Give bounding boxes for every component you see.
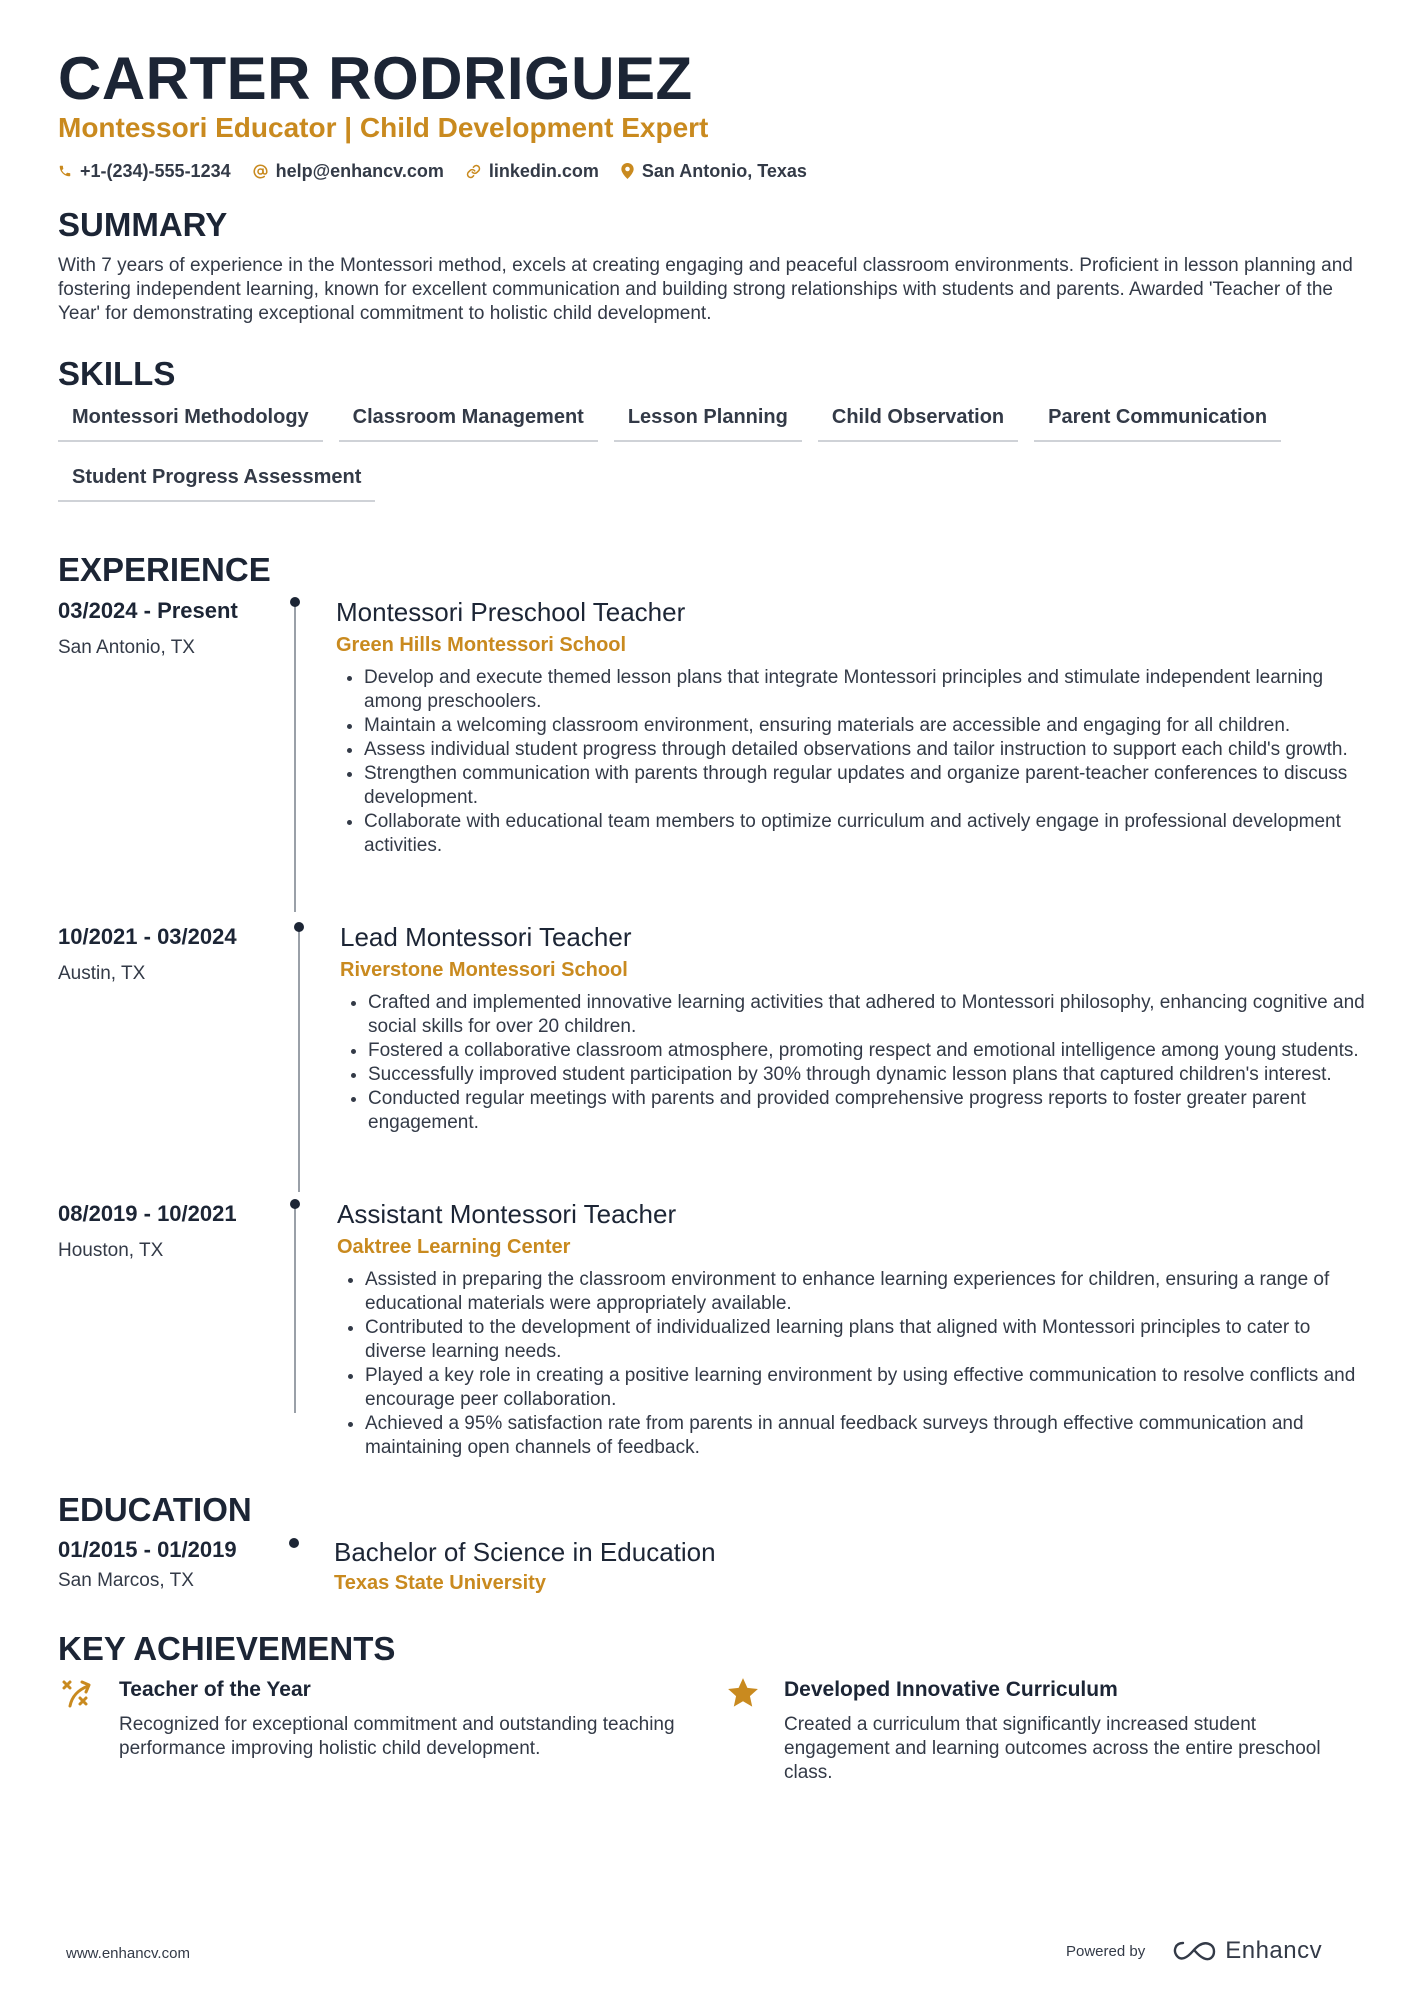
timeline-line: [298, 926, 300, 1192]
experience-meta: [58, 923, 237, 987]
experience-dates: 03/2024 - Present: [58, 598, 238, 623]
job-title: Lead Montessori Teacher: [340, 922, 632, 952]
education-entry: [334, 1536, 1334, 1596]
timeline-dot: [290, 1199, 300, 1209]
bullet-item: Contributed to the development of individualized learning plans that aligned with Montessori principles to cater to diverse learning needs.: [337, 1316, 1362, 1364]
bullet-item: Assisted in preparing the classroom environment to enhance learning experiences for children, ensuring a range of educational materials were appropriately available.: [337, 1268, 1362, 1316]
timeline-dot: [289, 1538, 299, 1548]
map-pin-icon: [621, 163, 634, 179]
bullet-list: [337, 1268, 1362, 1460]
achievement-desc: Recognized for exceptional commitment and outstanding teaching performance improving holistic child development.: [119, 1714, 675, 1759]
timeline-line: [294, 600, 296, 912]
at-sign-icon: [253, 164, 268, 179]
experience-location: Austin, TX: [58, 963, 146, 984]
timeline-dot: [294, 922, 304, 932]
bullet-list: [336, 666, 1361, 858]
contact-email[interactable]: [253, 158, 444, 184]
education-meta: [58, 1536, 237, 1594]
powered-by-label: Powered by: [1066, 1942, 1146, 1960]
contact-location: [621, 158, 807, 184]
experience-location: San Antonio, TX: [58, 637, 195, 658]
skill-tag: Classroom Management: [339, 404, 598, 442]
bullet-item: Fostered a collaborative classroom atmosphere, promoting respect and emotional intelligence among young students.: [340, 1039, 1365, 1063]
contact-bar: [58, 158, 829, 184]
contact-phone[interactable]: [58, 158, 231, 184]
bullet-item: Achieved a 95% satisfaction rate from parents in annual feedback surveys through effective communication and maintaining open channels of feedback.: [337, 1412, 1362, 1460]
linkedin-text: linkedin.com: [488, 161, 599, 181]
bullet-item: Maintain a welcoming classroom environment, ensuring materials are accessible and engaging for all children.: [336, 714, 1361, 738]
skill-tag: Child Observation: [818, 404, 1018, 442]
timeline-dot: [290, 597, 300, 607]
school-name: Texas State University: [334, 1572, 546, 1594]
skill-tag: Student Progress Assessment: [58, 464, 375, 502]
experience-heading: EXPERIENCE: [58, 551, 271, 588]
timeline-line: [294, 1203, 296, 1413]
achievement-item: [726, 1676, 1346, 1786]
experience-dates: 08/2019 - 10/2021: [58, 1201, 237, 1226]
job-title: Assistant Montessori Teacher: [337, 1199, 677, 1229]
experience-meta: [58, 1200, 237, 1264]
summary-heading: SUMMARY: [58, 206, 228, 243]
link-icon: [466, 164, 481, 179]
skills-list: [58, 404, 1368, 524]
bullet-item: Played a key role in creating a positive learning environment by using effective communication to resolve conflicts and encourage peer collaboration.: [337, 1364, 1362, 1412]
company-name: Green Hills Montessori School: [336, 634, 627, 656]
company-name: Riverstone Montessori School: [340, 959, 628, 981]
skill-tag: Montessori Methodology: [58, 404, 323, 442]
bullet-item: Conducted regular meetings with parents and provided comprehensive progress reports to foster greater parent engagement.: [340, 1087, 1365, 1135]
bullet-item: Strengthen communication with parents through regular updates and organize parent-teacher conferences to discuss development.: [336, 762, 1361, 810]
phone-icon: [58, 164, 72, 178]
bullet-item: Assess individual student progress through detailed observations and tailor instruction to support each child's growth.: [336, 738, 1361, 762]
strategy-icon: [60, 1676, 94, 1710]
job-title: Montessori Preschool Teacher: [336, 597, 686, 627]
company-name: Oaktree Learning Center: [337, 1236, 571, 1258]
education-location: San Marcos, TX: [58, 1570, 194, 1591]
footer-powered-by: [1066, 1937, 1322, 1965]
achievement-title: Teacher of the Year: [119, 1678, 311, 1701]
brand-name: Enhancv: [1225, 1937, 1323, 1964]
achievements-heading: KEY ACHIEVEMENTS: [58, 1630, 396, 1667]
education-heading: EDUCATION: [58, 1491, 252, 1528]
summary-text: With 7 years of experience in the Montessori method, excels at creating engaging and peaceful classroom environments. Proficient in lesson planning and fostering independent learning, known for excellent communication and building strong relationships with students and parents. Awarded 'Teacher of the Year' for demonstrating exceptional commitment to holistic child development.: [58, 255, 1353, 324]
enhancv-logo-icon: [1171, 1939, 1217, 1963]
experience-entry: [336, 596, 1361, 858]
location-text: San Antonio, Texas: [641, 161, 807, 181]
enhancv-logo[interactable]: [1171, 1937, 1322, 1965]
experience-meta: [58, 597, 238, 661]
skills-heading: SKILLS: [58, 355, 176, 392]
experience-entry: [337, 1198, 1362, 1460]
candidate-headline: Montessori Educator | Child Development Expert: [58, 112, 709, 143]
achievement-item: [60, 1676, 680, 1786]
phone-text: +1-(234)-555-1234: [80, 161, 231, 181]
skill-tag: Lesson Planning: [614, 404, 802, 442]
bullet-list: [340, 991, 1365, 1135]
bullet-item: Crafted and implemented innovative learning activities that adhered to Montessori philosophy, enhancing cognitive and social skills for over 20 children.: [340, 991, 1365, 1039]
candidate-name: CARTER RODRIGUEZ: [58, 45, 693, 112]
experience-location: Houston, TX: [58, 1240, 164, 1261]
bullet-item: Successfully improved student participation by 30% through dynamic lesson plans that captured children's interest.: [340, 1063, 1365, 1087]
experience-dates: 10/2021 - 03/2024: [58, 924, 237, 949]
footer-website[interactable]: www.enhancv.com: [66, 1945, 190, 1962]
achievement-desc: Created a curriculum that significantly increased student engagement and learning outcomes across the entire preschool class.: [784, 1714, 1321, 1783]
contact-linkedin[interactable]: [466, 158, 599, 184]
email-text: help@enhancv.com: [275, 161, 444, 181]
skill-tag: Parent Communication: [1034, 404, 1281, 442]
bullet-item: Develop and execute themed lesson plans that integrate Montessori principles and stimulate independent learning among preschoolers.: [336, 666, 1361, 714]
star-icon: [726, 1676, 760, 1710]
achievement-title: Developed Innovative Curriculum: [784, 1678, 1118, 1701]
degree-title: Bachelor of Science in Education: [334, 1537, 716, 1567]
experience-entry: [340, 921, 1365, 1135]
education-dates: 01/2015 - 01/2019: [58, 1537, 237, 1562]
bullet-item: Collaborate with educational team members to optimize curriculum and actively engage in professional development activities.: [336, 810, 1361, 858]
